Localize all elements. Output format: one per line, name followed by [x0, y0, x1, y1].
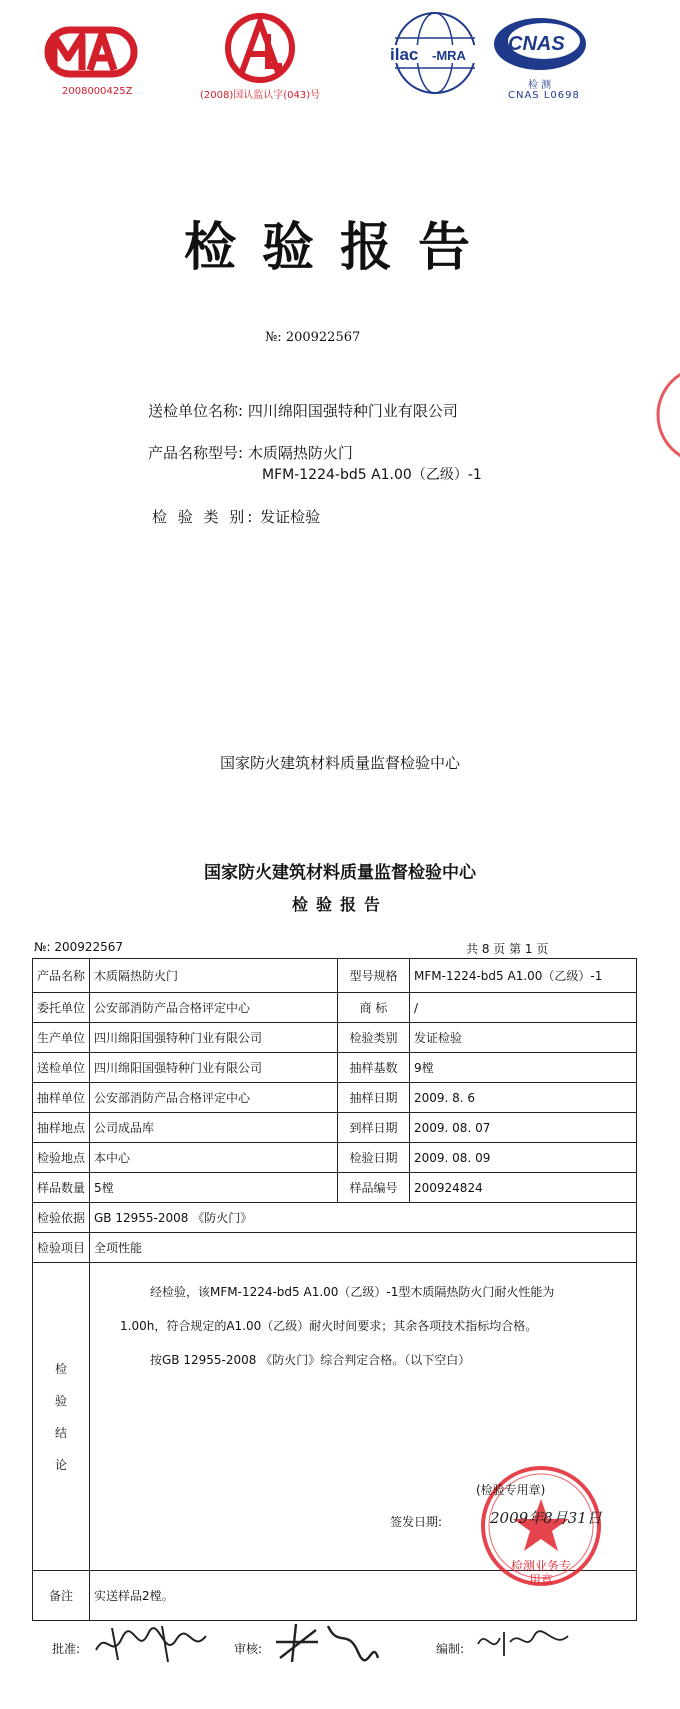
page2-report-number: №: 200922567 [34, 940, 124, 954]
row-value: 本中心 [90, 1143, 338, 1173]
row-label: 到样日期 [338, 1113, 410, 1143]
row-value: 发证检验 [410, 1023, 637, 1053]
row-label: 检验日期 [338, 1143, 410, 1173]
row-label: 检验类别 [338, 1023, 410, 1053]
client-field [148, 400, 458, 421]
row-value: 5樘 [90, 1173, 338, 1203]
conclusion-label-4: 论 [54, 1457, 67, 1472]
ilac-mra-logo [388, 8, 482, 98]
report-number: №: 200922567 [265, 330, 361, 345]
cnas-logo [490, 14, 590, 74]
edit-signature [474, 1622, 574, 1666]
category-value: 发证检验 [260, 508, 321, 526]
table-row [33, 1023, 637, 1053]
row-value: 2009. 08. 07 [410, 1113, 637, 1143]
cma-logo-icon [40, 22, 150, 80]
row-value: 公司成品库 [90, 1113, 338, 1143]
row-label: 检验地点 [33, 1143, 90, 1173]
cnas-logo-icon [490, 14, 590, 74]
conclusion-label-2: 验 [54, 1393, 67, 1408]
items-value: 全项性能 [90, 1233, 637, 1263]
report-title: 检验报告 [183, 218, 496, 278]
row-label: 产品名称 [33, 959, 90, 993]
cal-logo [222, 12, 298, 84]
row-value: 公安部消防产品合格评定中心 [90, 1083, 338, 1113]
items-label: 检验项目 [33, 1233, 90, 1263]
conclusion-line-3: 按GB 12955-2008 《防火门》综合判定合格。（以下空白） [150, 1353, 471, 1367]
row-value: MFM-1224-bd5 A1.00（乙级）-1 [410, 959, 637, 993]
svg-text:-MRA: -MRA [432, 48, 466, 63]
row-label: 抽样单位 [33, 1083, 90, 1113]
table-row [33, 959, 637, 993]
row-value: 9樘 [410, 1053, 637, 1083]
edit-label: 编制: [436, 1642, 465, 1656]
cnas-caption-bottom: CNAS L0698 [508, 90, 580, 101]
cma-logo [40, 22, 150, 80]
product-field [148, 442, 353, 463]
edit-signature-icon [474, 1622, 574, 1662]
page2-title: 检验报告 [291, 895, 388, 914]
page2-page-count: 共 8 页 第 1 页 [466, 942, 549, 956]
seal-note: (检验专用章) [476, 1483, 546, 1497]
row-value: 木质隔热防火门 [90, 959, 338, 993]
remark-value: 实送样品2樘。 [90, 1571, 637, 1621]
row-value: 四川绵阳国强特种门业有限公司 [90, 1053, 338, 1083]
review-label: 审核: [234, 1642, 263, 1656]
row-label: 商 标 [338, 993, 410, 1023]
row-label: 抽样日期 [338, 1083, 410, 1113]
row-label: 委托单位 [33, 993, 90, 1023]
row-label: 样品数量 [33, 1173, 90, 1203]
svg-text:CNAS: CNAS [508, 33, 565, 55]
ilac-globe-icon [388, 8, 482, 98]
issue-date-label: 签发日期: [390, 1515, 443, 1529]
cal-caption: (2008)国认监认字(043)号 [200, 90, 321, 101]
table-row [33, 1113, 637, 1143]
cnas-caption-top: 检 测 [528, 80, 552, 91]
row-label: 样品编号 [338, 1173, 410, 1203]
page2-institution: 国家防火建筑材料质量监督检验中心 [204, 863, 476, 883]
approve-label: 批准: [52, 1642, 81, 1656]
table-row [33, 1053, 637, 1083]
row-label: 生产单位 [33, 1023, 90, 1053]
row-label: 抽样地点 [33, 1113, 90, 1143]
approve-signature [92, 1620, 212, 1670]
row-label: 型号规格 [338, 959, 410, 993]
product-value: 木质隔热防火门 [247, 444, 353, 462]
basis-label: 检验依据 [33, 1203, 90, 1233]
conclusion-label-3: 结 [54, 1425, 67, 1440]
items-row [33, 1233, 637, 1263]
cma-caption: 2008000425Z [62, 86, 133, 97]
row-value: 2009. 08. 09 [410, 1143, 637, 1173]
table-row [33, 1173, 637, 1203]
category-label: 检 验 类 别: [152, 508, 256, 526]
report-table [32, 958, 637, 1621]
edge-stamp-icon [654, 360, 680, 470]
client-value: 四川绵阳国强特种门业有限公司 [247, 402, 458, 420]
product-model: MFM-1224-bd5 A1.00（乙级）-1 [262, 467, 482, 483]
conclusion-line-2: 1.00h，符合规定的A1.00（乙级）耐火时间要求；其余各项技术指标均合格。 [120, 1319, 538, 1333]
conclusion-label [33, 1263, 90, 1571]
cal-logo-icon [222, 12, 298, 84]
row-value: 四川绵阳国强特种门业有限公司 [90, 1023, 338, 1053]
client-label: 送检单位名称: [148, 402, 244, 420]
row-label: 送检单位 [33, 1053, 90, 1083]
row-value: 公安部消防产品合格评定中心 [90, 993, 338, 1023]
conclusion-label-1: 检 [54, 1361, 67, 1376]
issue-date: 2009年8月31日 [490, 1509, 602, 1527]
table-row [33, 993, 637, 1023]
row-value: 2009. 8. 6 [410, 1083, 637, 1113]
conclusion-body [90, 1263, 637, 1587]
approve-signature-icon [92, 1620, 212, 1666]
seal-text: 检测业务专用章 [510, 1559, 571, 1587]
svg-text:ilac: ilac [390, 45, 419, 64]
table-row [33, 1143, 637, 1173]
row-value: / [410, 993, 637, 1023]
basis-row [33, 1203, 637, 1233]
institution-name: 国家防火建筑材料质量监督检验中心 [219, 754, 460, 772]
conclusion-line-1: 经检验，该MFM-1224-bd5 A1.00（乙级）-1型木质隔热防火门耐火性能为 [150, 1285, 555, 1299]
row-value: 200924824 [410, 1173, 637, 1203]
table-row [33, 1083, 637, 1113]
conclusion-row [33, 1263, 637, 1571]
category-field [152, 506, 320, 527]
edge-stamp [654, 360, 680, 470]
row-label: 抽样基数 [338, 1053, 410, 1083]
review-signature [272, 1618, 382, 1670]
product-label: 产品名称型号: [148, 444, 244, 462]
remark-label: 备注 [33, 1571, 90, 1621]
basis-value: GB 12955-2008 《防火门》 [90, 1203, 637, 1233]
review-signature-icon [272, 1618, 382, 1666]
